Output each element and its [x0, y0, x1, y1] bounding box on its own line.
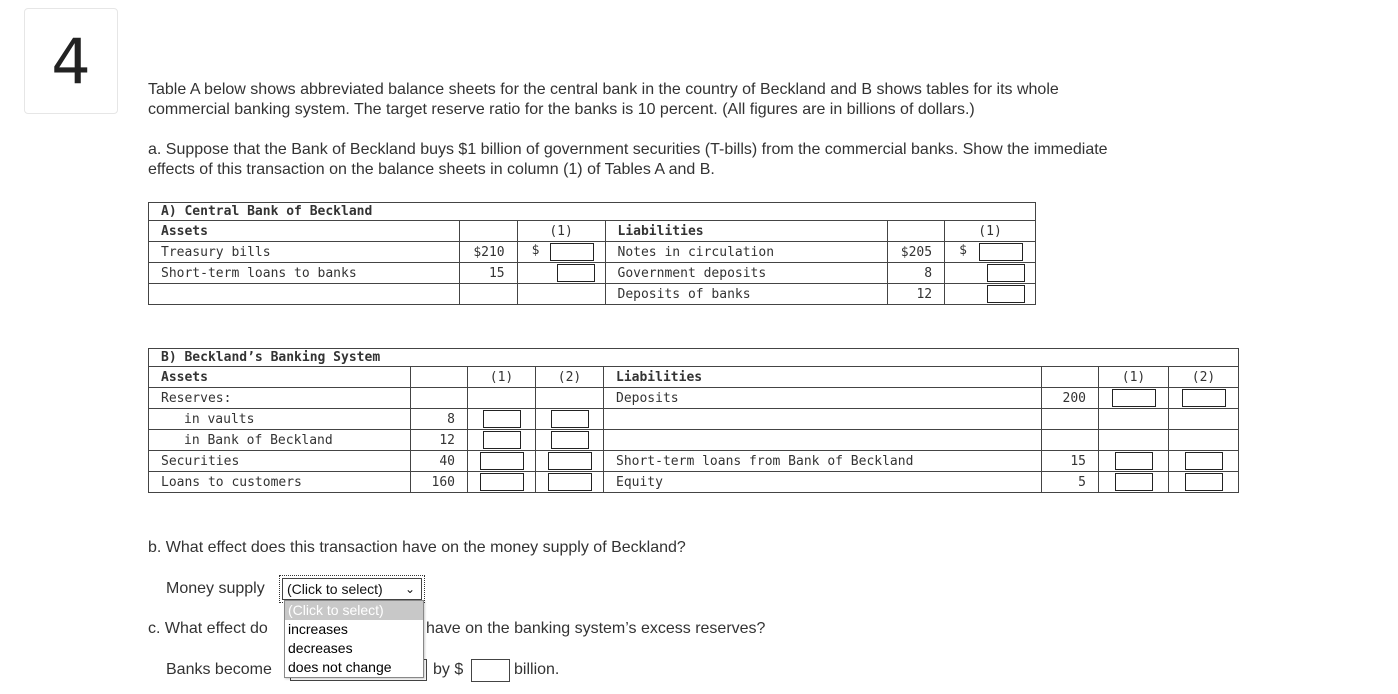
dropdown-option-does-not-change[interactable]: does not change [288, 659, 392, 675]
table-b-asset-value: 160 [411, 472, 468, 493]
vault-reserves-change-input-col2[interactable] [551, 410, 589, 428]
question-number: 4 [24, 8, 118, 114]
table-b-liability-value: 15 [1042, 451, 1099, 472]
table-b-asset-value: 40 [411, 451, 468, 472]
table-b-liability-value: 200 [1042, 388, 1099, 409]
money-supply-select[interactable] [282, 578, 422, 600]
table-a-asset-label: Treasury bills [149, 242, 460, 263]
table-a-liabilities-header: Liabilities [605, 221, 888, 242]
securities-change-input-col1[interactable] [480, 452, 524, 470]
table-a-asset-value: $210 [459, 242, 517, 263]
intro-line-2: commercial banking system. The target reserve ratio for the banks is 10 percent. (All figures are in billions of dollars.) [148, 101, 975, 118]
table-b-banking-system [148, 348, 1239, 493]
central-bank-reserves-change-input-col1[interactable] [483, 431, 521, 449]
money-supply-dropdown [284, 600, 424, 678]
short-term-loans-bob-change-input-col2[interactable] [1185, 452, 1223, 470]
table-b-asset-label: in vaults [149, 409, 411, 430]
table-b-asset-label: Loans to customers [149, 472, 411, 493]
table-b-asset-label: in Bank of Beckland [149, 430, 411, 451]
dollar-sign: $ [959, 243, 967, 258]
deposits-change-input-col1[interactable] [1112, 389, 1156, 407]
table-b-liability-value: 5 [1042, 472, 1099, 493]
money-supply-label: Money supply [166, 580, 265, 597]
dropdown-option-decreases[interactable]: decreases [288, 640, 353, 656]
table-a-title: A) Central Bank of Beckland [149, 203, 1036, 221]
table-row [149, 430, 1239, 451]
table-row [149, 409, 1239, 430]
table-row [149, 388, 1239, 409]
part-a-line-2: effects of this transaction on the balance sheets in column (1) of Tables A and B. [148, 161, 715, 178]
table-row [149, 451, 1239, 472]
part-a-line-1: a. Suppose that the Bank of Beckland buys $1 billion of government securities (T-bills) from the commercial banks. Show the immediate [148, 141, 1108, 158]
government-deposits-change-input[interactable] [987, 264, 1025, 282]
table-b-asset-label: Reserves: [149, 388, 411, 409]
short-term-loans-change-input[interactable] [557, 264, 595, 282]
deposits-change-input-col2[interactable] [1182, 389, 1226, 407]
part-c-question-end: have on the banking system’s excess reserves? [426, 620, 766, 637]
table-b-assets-header: Assets [149, 367, 411, 388]
deposits-of-banks-change-input[interactable] [987, 285, 1025, 303]
table-a-asset-value: 15 [459, 263, 517, 284]
vault-reserves-change-input-col1[interactable] [483, 410, 521, 428]
table-a-col1-header: (1) [517, 221, 605, 242]
table-b-title: B) Beckland’s Banking System [149, 349, 1239, 367]
table-a-liability-value: $205 [888, 242, 945, 263]
intro-text [148, 80, 1059, 120]
loans-to-customers-change-input-col1[interactable] [480, 473, 524, 491]
dollar-sign: $ [531, 243, 540, 258]
table-b-liability-label: Short-term loans from Bank of Beckland [604, 451, 1042, 472]
table-b-col2-header-liab: (2) [1169, 367, 1239, 388]
treasury-bills-change-input[interactable] [550, 243, 594, 261]
part-c-question-start: c. What effect do [148, 620, 268, 637]
dropdown-option-increases[interactable]: increases [288, 621, 348, 637]
short-term-loans-bob-change-input-col1[interactable] [1115, 452, 1153, 470]
table-b-col1-header-liab: (1) [1099, 367, 1169, 388]
table-a-liability-value: 12 [888, 284, 945, 305]
table-b-asset-label: Securities [149, 451, 411, 472]
excess-reserves-amount-input[interactable] [471, 659, 510, 682]
chevron-down-icon: ⌄ [404, 582, 415, 596]
table-row [149, 284, 1036, 305]
table-a-col1-header-liab: (1) [945, 221, 1036, 242]
table-a-liability-value: 8 [888, 263, 945, 284]
table-a-liability-label: Notes in circulation [605, 242, 888, 263]
table-b-liabilities-header: Liabilities [604, 367, 1042, 388]
loans-to-customers-change-input-col2[interactable] [548, 473, 592, 491]
securities-change-input-col2[interactable] [548, 452, 592, 470]
table-a-asset-label: Short-term loans to banks [149, 263, 460, 284]
billion-unit-label: billion. [514, 661, 560, 678]
part-b-question: b. What effect does this transaction have on the money supply of Beckland? [148, 539, 686, 556]
notes-in-circulation-change-input[interactable] [979, 243, 1023, 261]
part-a-text [148, 140, 1108, 180]
table-b-col2-header: (2) [536, 367, 604, 388]
table-b-liability-label: Equity [604, 472, 1042, 493]
table-a-assets-header: Assets [149, 221, 460, 242]
dropdown-option-placeholder[interactable]: (Click to select) [285, 601, 423, 620]
table-b-asset-value: 12 [411, 430, 468, 451]
table-b-col1-header: (1) [468, 367, 536, 388]
intro-line-1: Table A below shows abbreviated balance sheets for the central bank in the country of Beckland and B shows tables for its whole [148, 81, 1059, 98]
equity-change-input-col1[interactable] [1115, 473, 1153, 491]
central-bank-reserves-change-input-col2[interactable] [551, 431, 589, 449]
table-b-liability-label: Deposits [604, 388, 1042, 409]
table-row [149, 472, 1239, 493]
table-a-liability-label: Government deposits [605, 263, 888, 284]
by-dollar-label: by $ [433, 661, 464, 678]
table-a-liability-label: Deposits of banks [605, 284, 888, 305]
table-row [149, 242, 1036, 263]
table-row [149, 263, 1036, 284]
table-a-central-bank [148, 202, 1036, 305]
equity-change-input-col2[interactable] [1185, 473, 1223, 491]
table-b-asset-value: 8 [411, 409, 468, 430]
money-supply-select-value: (Click to select) [287, 581, 383, 597]
banks-become-label: Banks become [166, 661, 272, 678]
